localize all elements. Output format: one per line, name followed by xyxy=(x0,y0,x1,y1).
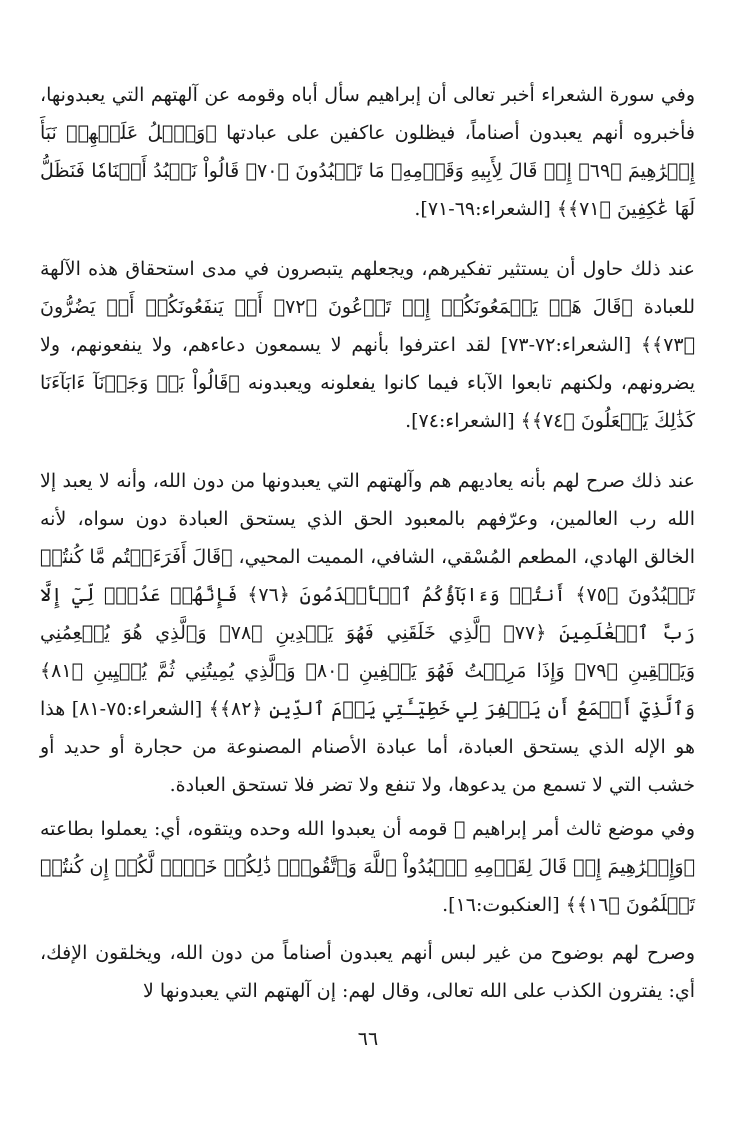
paragraph-gap xyxy=(40,228,695,250)
paragraph-2: عند ذلك حاول أن يستثير تفكيرهم، ويجعلهم يتبصرون في مدى استحقاق هذه الآلهة للعبادة ﴿قَالَ هَلۡ يَسۡمَعُونَكُمۡ إِذۡ تَدۡعُونَ ﴿٧٢﴾ أَوۡ يَنفَعُونَكُمۡ أَوۡ يَضُرُّونَ ﴿٧٣﴾﴾ [الشعراء:٧٢-٧٣] لقد اعترفوا بأنهم لا يسمعون دعاءهم، ولا ينفعونهم، ولا يضرونهم، ولكنهم تابعوا الآباء فيما كانوا يفعلونه ويعبدونه ﴿قَالُواْ بَلۡ وَجَدۡنَآ ءَابَآءَنَا كَذَٰلِكَ يَفۡعَلُونَ ﴿٧٤﴾﴾ [الشعراء:٧٤]. xyxy=(40,258,696,432)
paragraph-4: وفي موضع ثالث أمر إبراهيم ﵇ قومه أن يعبدوا الله وحده ويتقوه، أي: يعملوا بطاعته ﴿وَإِبۡرَٰهِيمَ إِذۡ قَالَ لِقَوۡمِهِ ٱعۡبُدُواْ ٱللَّهَ وَٱتَّقُوهُۖ ذَٰلِكُمۡ خَيۡرٞ لَّكُمۡ إِن كُنتُمۡ تَعۡلَمُونَ ﴿١٦﴾﴾ [العنكبوت:١٦]. xyxy=(40,818,695,916)
paragraph-1: وفي سورة الشعراء أخبر تعالى أن إبراهيم سأل أباه وقومه عن آلهتهم التي يعبدونها، فأخبروه أنهم يعبدون أصناماً، فيظلون عاكفين على عبادتها ﴿وَٱتۡلُ عَلَيۡهِمۡ نَبَأَ إِبۡرَٰهِيمَ ﴿٦٩﴾ إِذۡ قَالَ لِأَبِيهِ وَقَوۡمِهِۦ مَا تَعۡبُدُونَ ﴿٧٠﴾ قَالُواْ نَعۡبُدُ أَصۡنَامٗا فَنَظَلُّ لَهَا عَٰكِفِينَ ﴿٧١﴾﴾ [الشعراء:٦٩-٧١]. xyxy=(40,84,695,220)
paragraph-3: عند ذلك صرح لهم بأنه يعاديهم هم وآلهتهم التي يعبدونها من دون الله، وأنه لا يعبد إلا الله رب العالمين، وعرّفهم بالمعبود الحق الذي يستحق العبادة دون سواه، لأنه الخالق الهادي، المطعم المُسْقي، الشافي، المميت المحيي، ﴿قَالَ أَفَرَءَيۡتُم مَّا كُنتُمۡ تَعۡبُدُونَ ﴿٧٥﴾ أَنتُمۡ وَءَابَآؤُكُمُ ٱلۡأَقۡدَمُونَ ﴿٧٦﴾ فَإِنَّهُمۡ عَدُوّٞ لِّيٓ إِلَّا رَبَّ ٱلۡعَٰلَمِينَ ﴿٧٧﴾ ٱلَّذِي خَلَقَنِي فَهُوَ يَهۡدِينِ ﴿٧٨﴾ وَٱلَّذِي هُوَ يُطۡعِمُنِي وَيَسۡقِينِ ﴿٧٩﴾ وَإِذَا مَرِضۡتُ فَهُوَ يَشۡفِينِ ﴿٨٠﴾ وَٱلَّذِي يُمِيتُنِي ثُمَّ يُحۡيِينِ ﴿٨١﴾ وَٱلَّذِيٓ أَطۡمَعُ أَن يَغۡفِرَ لِي خَطِيٓـَٔتِي يَوۡمَ ٱلدِّينِ ﴿٨٢﴾﴾ [الشعراء:٧٥-٨١] هذا هو الإله الذي يستحق العبادة، أما عبادة الأصنام المصنوعة من حجارة أو حديد أو خشب التي لا تسمع من يدعوها، ولا تنفع ولا تضر فلا تستحق العبادة. xyxy=(40,470,695,796)
paragraph-5: وصرح لهم بوضوح من غير لبس أنهم يعبدون أصناماً من دون الله، ويخلقون الإفك، أي: يفترون الكذب على الله تعالى، وقال لهم: إن آلهتهم التي يعبدونها لا xyxy=(40,942,695,1002)
page-number: ٦٦ xyxy=(357,1028,379,1050)
page-body xyxy=(40,76,695,1010)
paragraph-gap xyxy=(40,924,695,934)
paragraph-gap xyxy=(40,440,695,462)
